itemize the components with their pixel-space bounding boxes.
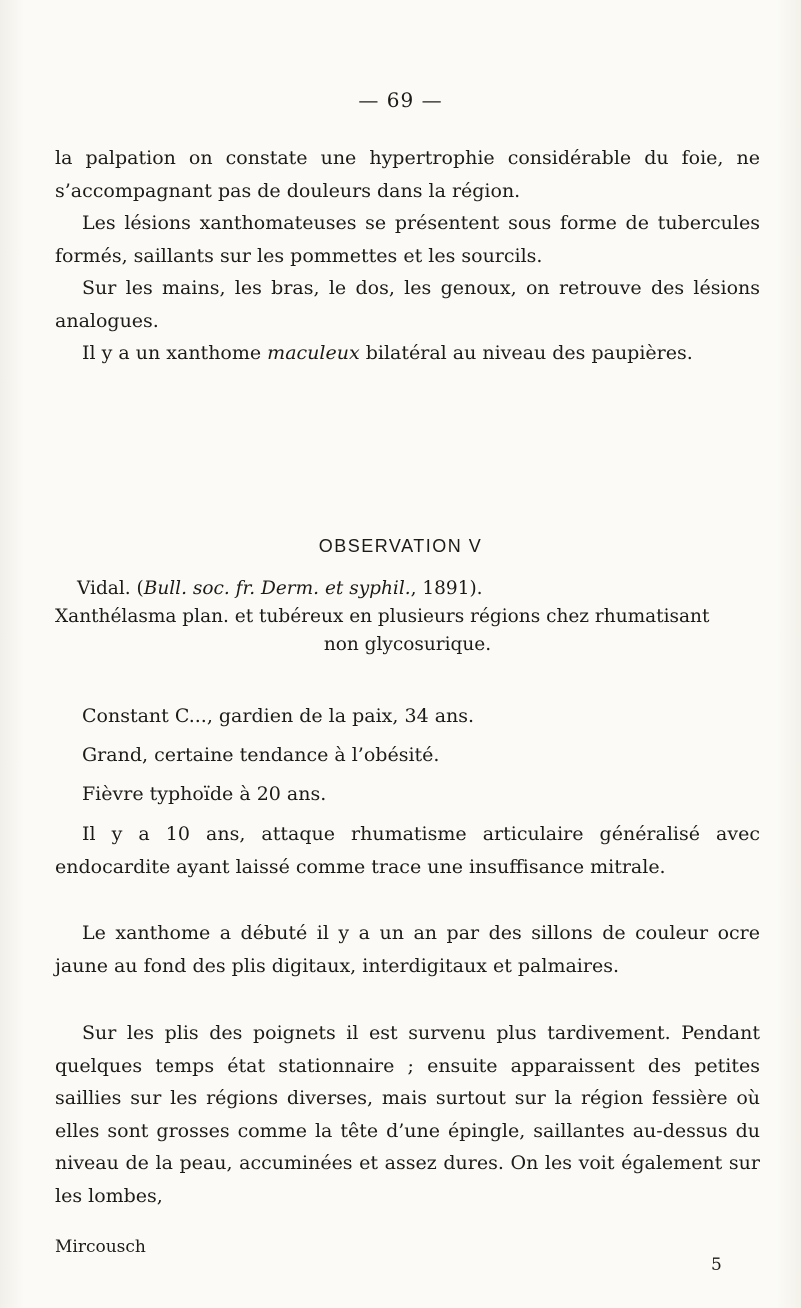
paragraph-xanthomatous-lesions: Les lésions xanthomateuses se présentent sous forme de tubercules formés, saillants sur les pommettes et les sourcils. (55, 212, 760, 267)
observation-title: OBSERVATION V (318, 536, 483, 556)
paragraph-analogous-lesions: Sur les mains, les bras, le dos, les genoux, on retrouve des lésions analogues. (55, 277, 760, 332)
eyelid-text-before: Il y a un xanthome (82, 342, 268, 364)
footer-author: Mircousch (55, 1237, 146, 1257)
case-patient-intro: Constant C..., gardien de la paix, 34 ans. (82, 705, 475, 727)
reference-citation (55, 575, 760, 603)
paragraph-palpation: la palpation on constate une hypertrophie considérable du foie, ne s’accompagnant pas de douleurs dans la région. (55, 147, 760, 202)
case-rheumatism: Il y a 10 ans, attaque rhumatisme articulaire généralisé avec endocardite ayant laissé comme trace une insuffisance mitrale. (55, 823, 760, 878)
reference-summary-end: non glycosurique. (323, 634, 492, 655)
footer-signature-mark: 5 (711, 1255, 722, 1275)
eyelid-text-after: bilatéral au niveau des paupières. (359, 342, 693, 364)
page-number: — 69 — (358, 88, 443, 112)
reference-summary: Xanthélasma plan. et tubéreux en plusieurs régions chez rhumatisant (55, 606, 710, 627)
reference-year: , 1891). (410, 578, 483, 599)
reference-author: Vidal. ( (77, 578, 144, 599)
italic-maculeux: maculeux (267, 342, 360, 364)
paragraph-eyelid-xanthoma (55, 337, 760, 370)
case-xanthoma-onset: Le xanthome a débuté il y a un an par des sillons de couleur ocre jaune au fond des plis digitaux, interdigitaux et palmaires. (55, 922, 760, 977)
observation-reference (55, 575, 760, 659)
reference-journal: Bull. soc. fr. Derm. et syphil. (143, 578, 411, 599)
case-build: Grand, certaine tendance à l’obésité. (82, 744, 440, 766)
case-typhoid: Fièvre typhoïde à 20 ans. (82, 783, 327, 805)
case-progression: Sur les plis des poignets il est survenu plus tardivement. Pendant quelques temps état stationnaire ; ensuite apparaissent des petites saillies sur les régions diverses, mais surtout sur la région fessière où elles sont grosses comme la tête d’une épingle, saillantes au-dessus du niveau de la peau, accuminées et assez dures. On les voit également sur les lombes, (55, 1022, 760, 1207)
